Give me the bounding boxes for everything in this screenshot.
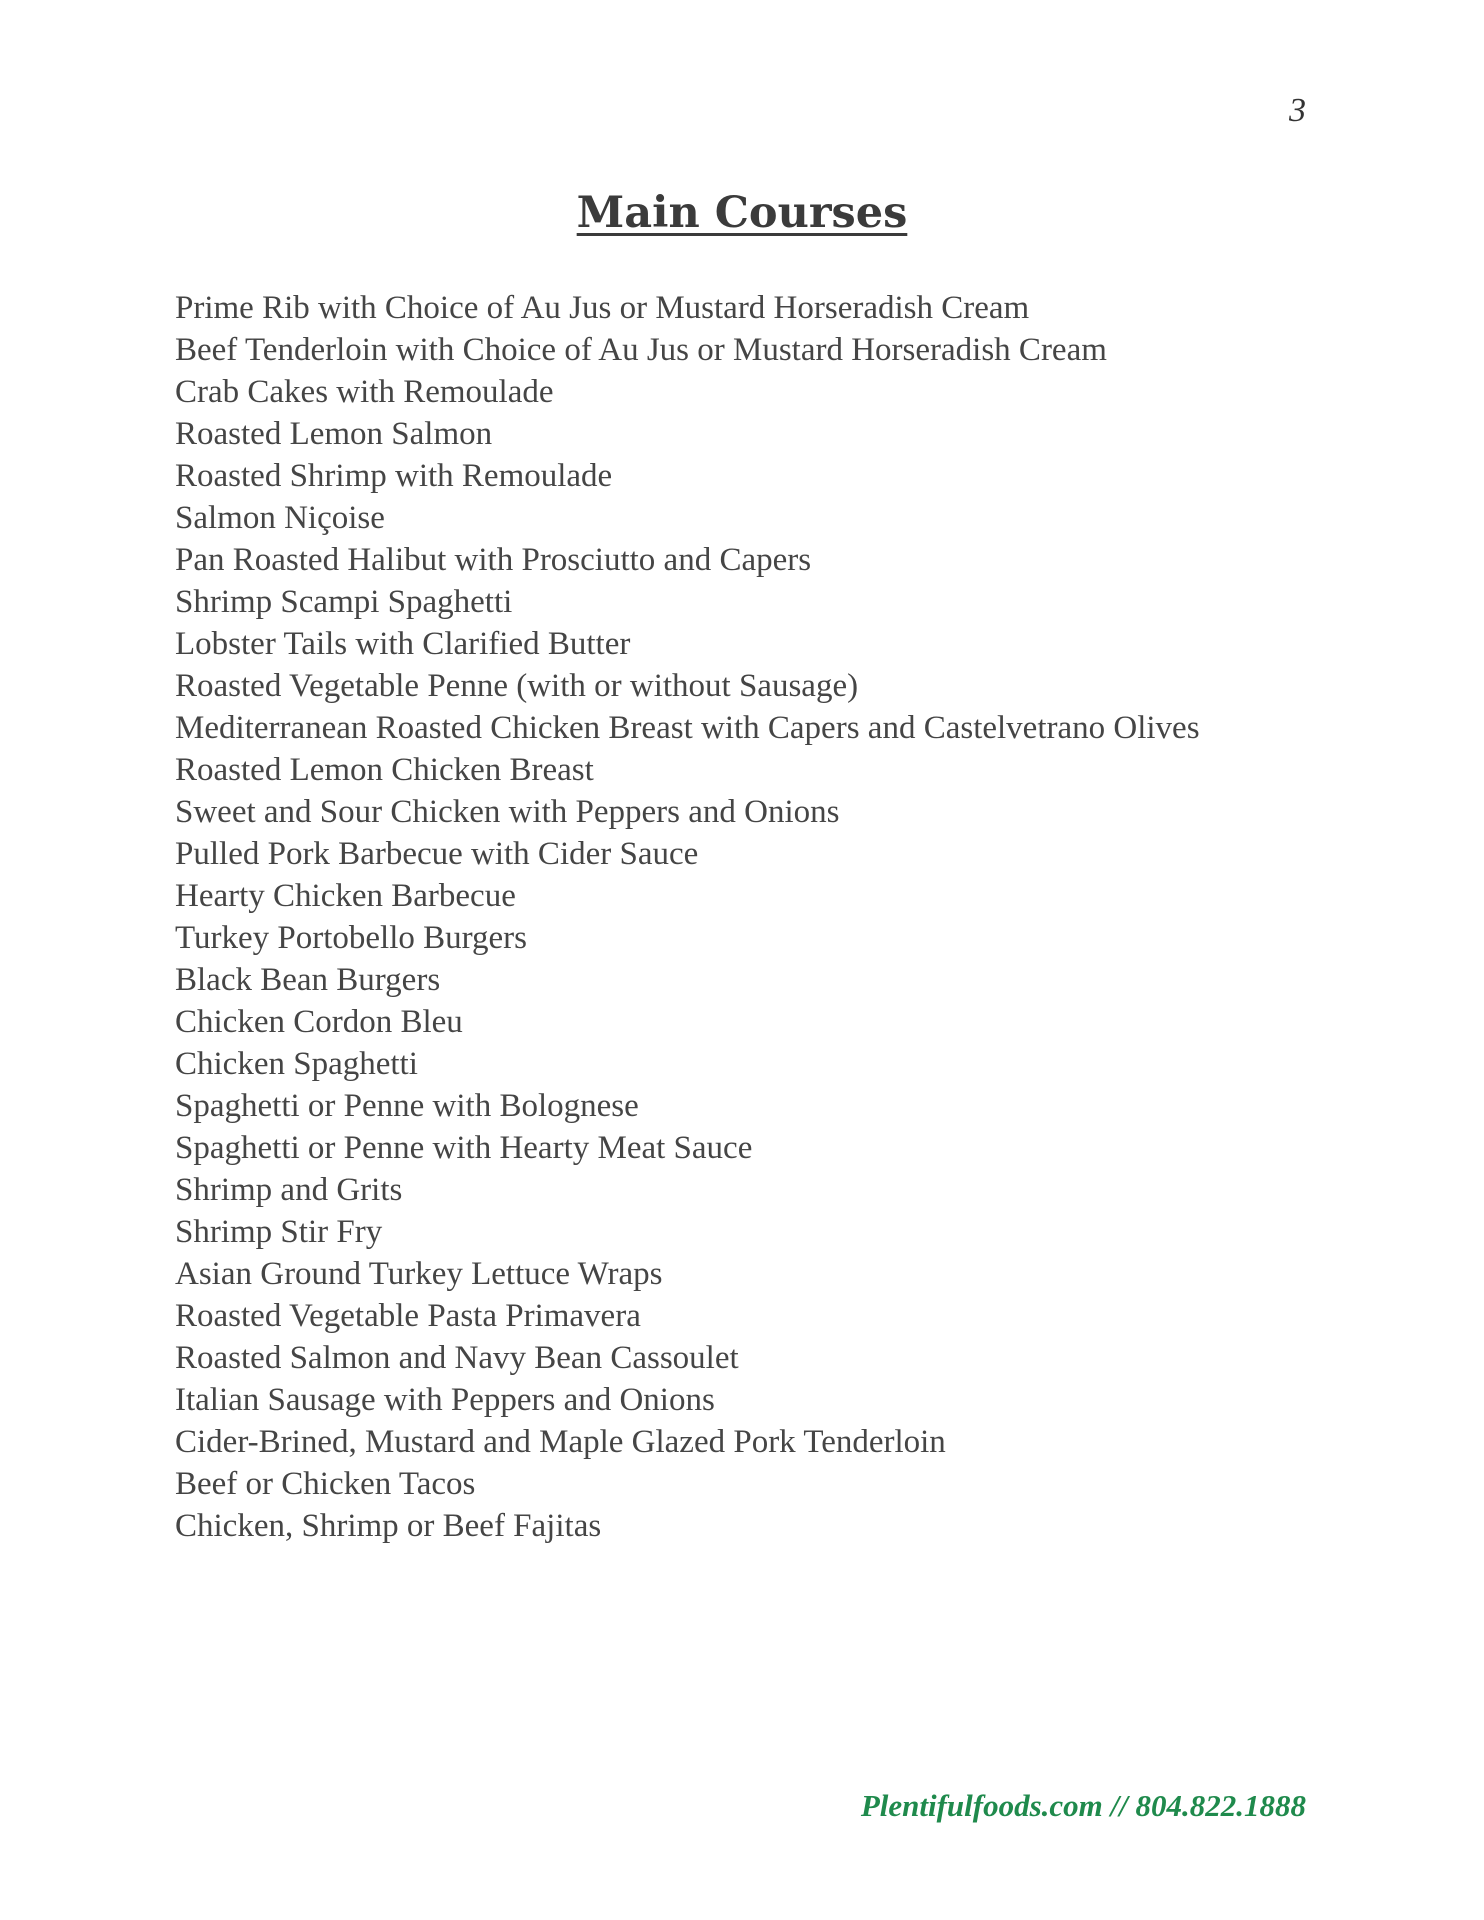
page-title: Main Courses: [576, 188, 908, 238]
list-item: Shrimp Scampi Spaghetti: [175, 584, 513, 620]
list-item: Prime Rib with Choice of Au Jus or Mustard Horseradish Cream: [175, 290, 1030, 326]
main-courses-list: [175, 287, 1325, 1547]
list-item: Roasted Lemon Salmon: [175, 416, 493, 452]
list-item: Roasted Vegetable Pasta Primavera: [175, 1298, 641, 1334]
list-item: Chicken Spaghetti: [175, 1046, 418, 1082]
list-item: Salmon Niçoise: [175, 500, 385, 536]
list-item: Roasted Vegetable Penne (with or without Sausage): [175, 668, 859, 704]
list-item: Sweet and Sour Chicken with Peppers and Onions: [175, 794, 840, 830]
list-item: Shrimp and Grits: [175, 1172, 403, 1208]
list-item: Black Bean Burgers: [175, 962, 441, 998]
list-item: Beef Tenderloin with Choice of Au Jus or Mustard Horseradish Cream: [175, 332, 1107, 368]
list-item: Asian Ground Turkey Lettuce Wraps: [175, 1256, 663, 1292]
footer-contact: Plentifulfoods.com // 804.822.1888: [860, 1788, 1306, 1823]
list-item: Shrimp Stir Fry: [175, 1214, 383, 1250]
list-item: Cider-Brined, Mustard and Maple Glazed Pork Tenderloin: [175, 1424, 946, 1460]
list-item: Lobster Tails with Clarified Butter: [175, 626, 631, 662]
list-item: Hearty Chicken Barbecue: [175, 878, 516, 914]
list-item: Roasted Salmon and Navy Bean Cassoulet: [175, 1340, 739, 1376]
list-item: Beef or Chicken Tacos: [175, 1466, 476, 1502]
list-item: Pulled Pork Barbecue with Cider Sauce: [175, 836, 699, 872]
list-item: Mediterranean Roasted Chicken Breast with Capers and Castelvetrano Olives: [175, 710, 1200, 746]
list-item: Spaghetti or Penne with Hearty Meat Sauce: [175, 1130, 753, 1166]
list-item: Crab Cakes with Remoulade: [175, 374, 554, 410]
page-number: 3: [1289, 92, 1306, 129]
list-item: Turkey Portobello Burgers: [175, 920, 528, 956]
list-item: Pan Roasted Halibut with Prosciutto and Capers: [175, 542, 812, 578]
list-item: Roasted Shrimp with Remoulade: [175, 458, 613, 494]
list-item: Italian Sausage with Peppers and Onions: [175, 1382, 715, 1418]
list-item: Spaghetti or Penne with Bolognese: [175, 1088, 639, 1124]
list-item: Chicken, Shrimp or Beef Fajitas: [175, 1508, 602, 1544]
list-item: Chicken Cordon Bleu: [175, 1004, 463, 1040]
list-item: Roasted Lemon Chicken Breast: [175, 752, 594, 788]
